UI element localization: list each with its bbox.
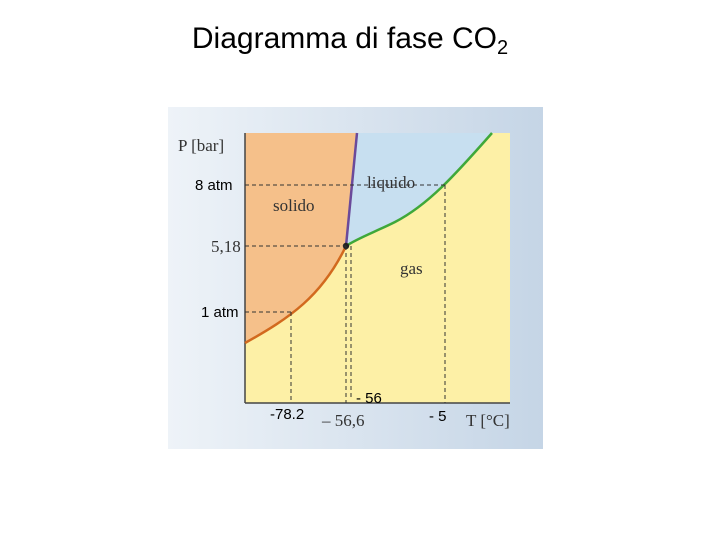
triple-point-temperature-label: – 56,6 bbox=[322, 411, 365, 430]
solid-label: solido bbox=[273, 196, 315, 215]
liquid-label: liquido bbox=[367, 173, 416, 192]
annotation-minus-56: - 56 bbox=[356, 390, 382, 407]
title-subscript: 2 bbox=[496, 37, 509, 59]
annotation-minus-5: - 5 bbox=[429, 408, 447, 425]
temperature-axis-label: T [°C] bbox=[466, 411, 510, 430]
triple-point-pressure-label: 5,18 bbox=[211, 237, 241, 256]
annotation-minus-78-2: -78.2 bbox=[270, 406, 305, 423]
title-main: Diagramma di fase CO bbox=[191, 22, 497, 55]
gas-label: gas bbox=[400, 259, 423, 278]
annotation-1atm: 1 atm bbox=[201, 304, 239, 321]
annotation-8atm: 8 atm bbox=[195, 177, 233, 194]
pressure-axis-label: P [bar] bbox=[178, 136, 225, 155]
